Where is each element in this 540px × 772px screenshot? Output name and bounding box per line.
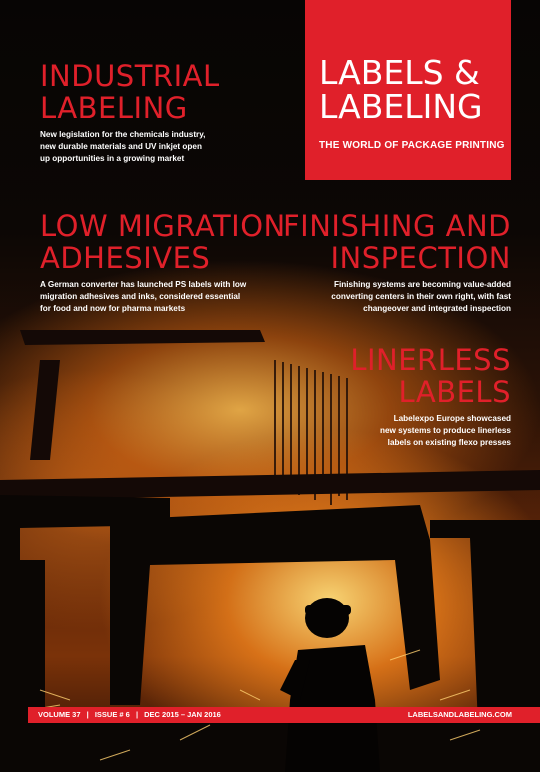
blurb-industrial-labeling xyxy=(40,129,290,165)
blurb-line: New legislation for the chemicals industry, xyxy=(40,130,206,139)
blurb-line: new systems to produce linerless xyxy=(379,426,511,435)
headline-finishing-and-inspection xyxy=(270,210,511,274)
blurb-line: for food and now for pharma markets xyxy=(40,304,186,313)
worker-silhouette xyxy=(280,598,380,772)
blurb-line: up opportunities in a growing market xyxy=(40,154,185,163)
headline-line: INSPECTION xyxy=(330,241,511,275)
masthead-title-line-2: LABELING xyxy=(319,87,483,126)
headline-industrial-labeling xyxy=(40,60,300,124)
website-link[interactable]: LABELSANDLABELING.COM xyxy=(407,710,512,719)
blurb-line: new durable materials and UV inkjet open xyxy=(40,142,202,151)
issue-info xyxy=(38,707,221,723)
headline-line: LOW MIGRATION xyxy=(40,209,286,243)
headline-low-migration-adhesives xyxy=(40,210,300,274)
headline-linerless-labels xyxy=(300,344,511,408)
headline-line: INDUSTRIAL xyxy=(40,59,220,93)
headline-line: LABELING xyxy=(40,91,188,125)
blurb-linerless-labels xyxy=(320,413,511,449)
furnace-frame-silhouette xyxy=(0,495,540,772)
masthead-title xyxy=(319,53,505,126)
blurb-line: converting centers in their own right, with fast xyxy=(331,292,511,301)
masthead-block xyxy=(305,0,511,180)
blurb-line: Labelexpo Europe showcased xyxy=(393,414,511,423)
issue-date: DEC 2015 – JAN 2016 xyxy=(144,710,221,719)
masthead-tagline: THE WORLD OF PACKAGE PRINTING xyxy=(319,140,505,151)
blurb-line: changeover and integrated inspection xyxy=(363,304,511,313)
blurb-line: A German converter has launched PS labels with low xyxy=(40,280,247,289)
blurb-low-migration-adhesives xyxy=(40,279,300,315)
blurb-line: Finishing systems are becoming value-added xyxy=(334,280,511,289)
blurb-finishing-and-inspection xyxy=(290,279,511,315)
headline-line: LINERLESS xyxy=(350,343,511,377)
masthead-title-line-1: LABELS & xyxy=(319,53,480,92)
headline-line: LABELS xyxy=(398,375,511,409)
separator: | xyxy=(86,710,89,719)
volume-label: VOLUME 37 xyxy=(38,710,81,719)
headline-line: FINISHING AND xyxy=(283,209,511,243)
headline-line: ADHESIVES xyxy=(40,241,211,275)
issue-label: ISSUE # 6 xyxy=(94,710,130,719)
issue-footer-bar xyxy=(28,707,540,723)
blurb-line: migration adhesives and inks, considered essential xyxy=(40,292,241,301)
blurb-line: labels on existing flexo presses xyxy=(387,438,511,447)
separator: | xyxy=(135,710,139,719)
